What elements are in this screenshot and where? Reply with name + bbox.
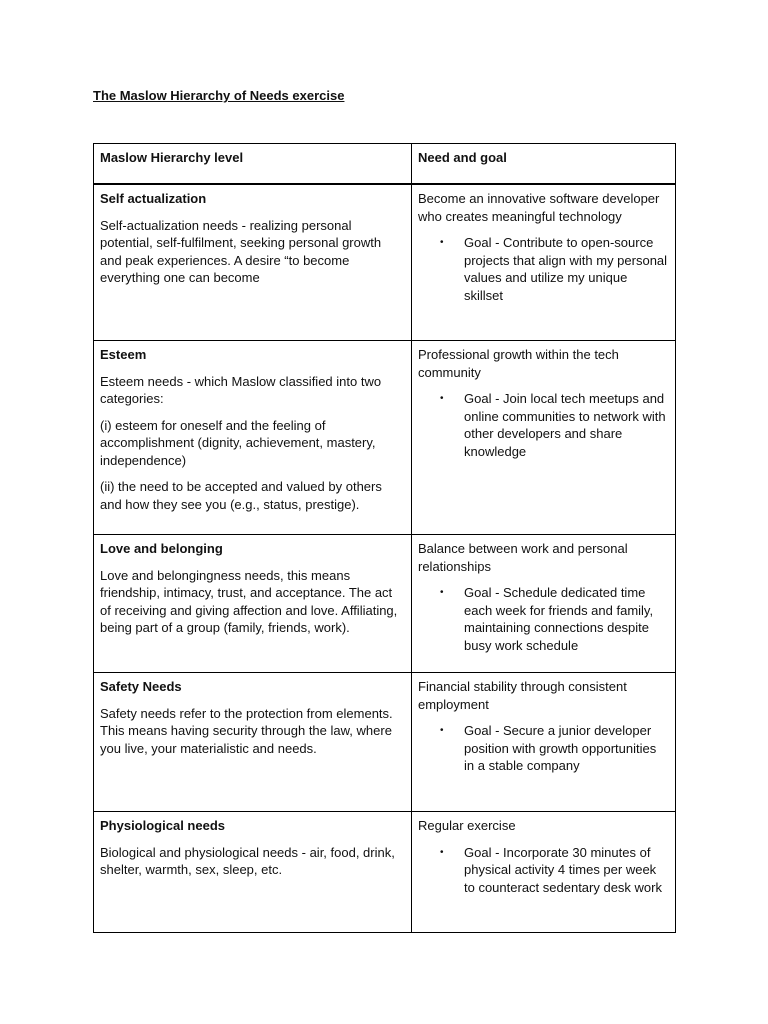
bullet-icon: •: [440, 237, 444, 248]
table-header-row: [94, 144, 676, 185]
goal-item: [418, 722, 669, 775]
goal-text: Goal - Join local tech meetups and online communities to network with other developers and share knowledge: [464, 391, 666, 459]
goal-item: [418, 234, 669, 304]
level-description: Self-actualization needs - realizing personal potential, self-fulfilment, seeking personal growth and peak experiences. A desire “to become everything one can become: [100, 217, 382, 285]
need-cell: [412, 341, 676, 535]
bullet-icon: •: [440, 587, 444, 598]
need-text: Professional growth within the tech community: [418, 347, 619, 380]
level-description: Love and belongingness needs, this means friendship, intimacy, trust, and acceptance. The act of receiving and giving affection and love. Affiliating, being part of a group (family, friends, work).: [100, 567, 398, 635]
level-description: Safety needs refer to the protection from elements. This means having security through the law, where you live, your materialistic and needs.: [100, 705, 393, 756]
table-row: [94, 673, 676, 812]
goal-text: Goal - Secure a junior developer position with growth opportunities in a stable company: [464, 723, 657, 773]
bullet-icon: •: [440, 393, 444, 404]
level-description: Esteem needs - which Maslow classified into two categories:: [100, 373, 382, 406]
level-title: Physiological needs: [100, 818, 225, 833]
header-label-need: Need and goal: [418, 150, 507, 165]
table-row: [94, 341, 676, 535]
level-cell: [94, 184, 412, 341]
table-row: [94, 812, 676, 933]
header-cell-level: [94, 144, 412, 185]
goal-text: Goal - Incorporate 30 minutes of physical activity 4 times per week to counteract sedentary desk work: [464, 844, 662, 895]
goal-item: [418, 844, 669, 897]
level-cell: [94, 535, 412, 673]
need-cell: [412, 673, 676, 812]
level-cell: [94, 673, 412, 812]
table-row: [94, 535, 676, 673]
level-cell: [94, 812, 412, 933]
goal-list: [418, 234, 669, 304]
goal-list: [418, 390, 669, 460]
level-description: Biological and physiological needs - air, food, drink, shelter, warmth, sex, sleep, etc.: [100, 844, 395, 877]
level-cell: [94, 341, 412, 535]
maslow-table: [93, 143, 676, 933]
goal-item: [418, 584, 669, 654]
level-title: Self actualization: [100, 191, 207, 206]
level-title: Safety Needs: [100, 679, 182, 694]
bullet-icon: •: [440, 846, 444, 858]
need-cell: [412, 812, 676, 933]
need-text: Become an innovative software developer who creates meaningful technology: [418, 191, 660, 224]
need-text: Regular exercise: [418, 818, 516, 833]
need-text: Balance between work and personal relationships: [418, 541, 628, 574]
level-title: Esteem: [100, 347, 147, 362]
level-title: Love and belonging: [100, 541, 223, 556]
goal-item: [418, 390, 669, 460]
need-cell: [412, 184, 676, 341]
bullet-icon: •: [440, 725, 444, 736]
need-text: Financial stability through consistent employment: [418, 679, 627, 712]
header-cell-need: [412, 144, 676, 185]
header-label-level: Maslow Hierarchy level: [100, 150, 244, 165]
need-cell: [412, 535, 676, 673]
goal-text: Goal - Contribute to open-source projects that align with my personal values and utilize my unique skillset: [464, 235, 668, 303]
page-title: The Maslow Hierarchy of Needs exercise: [93, 88, 345, 103]
goal-list: [418, 844, 669, 897]
level-description: (i) esteem for oneself and the feeling of accomplishment (dignity, achievement, mastery, independence): [100, 417, 376, 468]
level-description: (ii) the need to be accepted and valued by others and how they see you (e.g., status, prestige).: [100, 479, 382, 512]
table-row: [94, 184, 676, 341]
goal-text: Goal - Schedule dedicated time each week for friends and family, maintaining connections despite busy work schedule: [464, 585, 654, 653]
goal-list: [418, 584, 669, 654]
goal-list: [418, 722, 669, 775]
